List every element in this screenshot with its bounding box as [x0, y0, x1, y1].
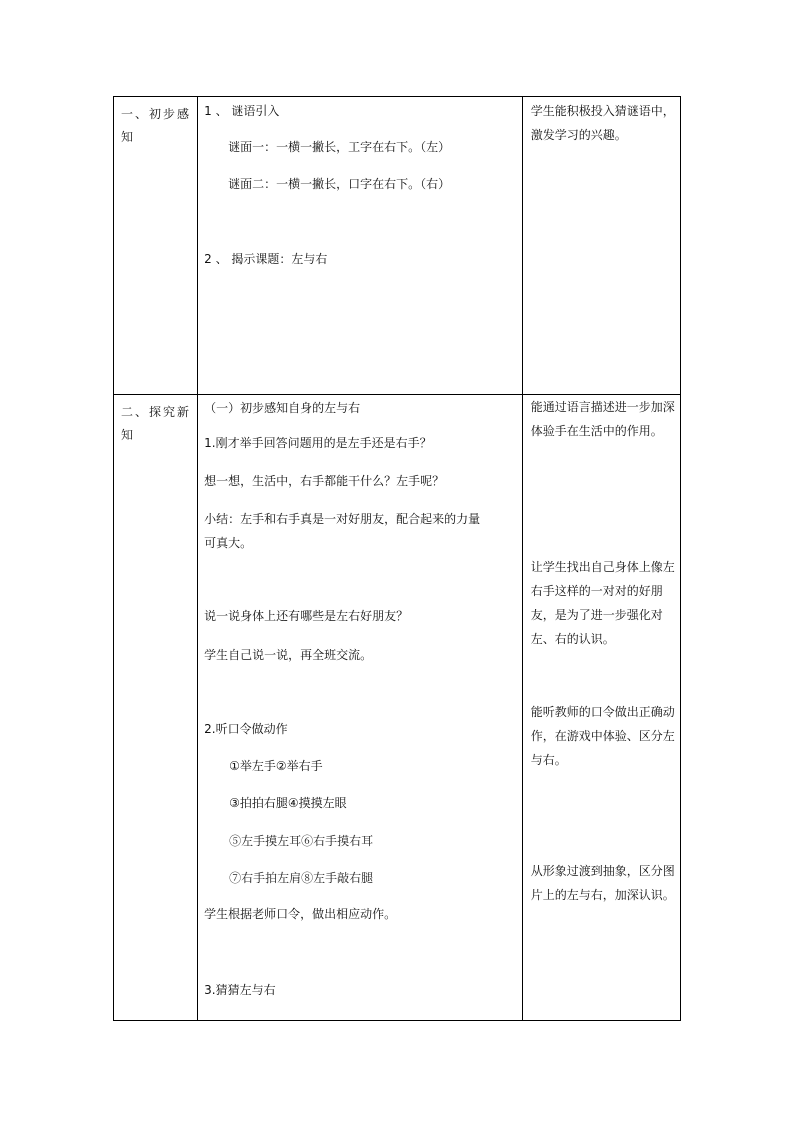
- think-prompt: 想一想，生活中，右手都能干什么？左手呢？: [204, 474, 445, 489]
- note-cell: [522, 97, 680, 395]
- design-note: 从形象过渡到抽象，区分图片上的左与右，加深认识。: [530, 864, 675, 903]
- react-activity: 学生根据老师口令，做出相应动作。: [204, 907, 397, 922]
- summary-line-1: 小结：左手和右手真是一对好朋友，配合起来的力量: [204, 512, 481, 527]
- content-cell: [198, 97, 523, 395]
- table-row: [114, 395, 681, 1021]
- lesson-plan-table: [113, 96, 681, 1021]
- stage-cell: [114, 97, 198, 395]
- question-3: 3.猜猜左与右: [204, 983, 276, 998]
- content-cell: [198, 395, 523, 1021]
- command-line-1: ①举左手②举右手: [229, 759, 323, 774]
- stage-cell: [114, 395, 198, 1021]
- riddle-1: 谜面一：一横一撇长，工字在右下。（左）: [228, 140, 451, 154]
- question-2: 2.听口令做动作: [204, 722, 288, 737]
- content-item-2: 2 、 揭示课题：左与右: [204, 252, 328, 266]
- command-line-4: ⑦右手拍左肩⑧左手敲右腿: [229, 871, 374, 886]
- content-item-1: 1 、 谜语引入: [204, 104, 280, 118]
- table-row: [114, 97, 681, 395]
- command-line-3: ⑤左手摸左耳⑥右手摸右耳: [229, 834, 374, 849]
- command-line-2: ③拍拍右腿④摸摸左眼: [229, 796, 347, 811]
- design-note: 能听教师的口令做出正确动作，在游戏中体验、区分左与右。: [530, 705, 675, 768]
- share-activity: 学生自己说一说，再全班交流。: [204, 648, 373, 663]
- riddle-2: 谜面二：一横一撇长，口字在右下。（右）: [228, 177, 451, 191]
- stage-label: 一、初步感知: [121, 107, 192, 144]
- design-note: 让学生找出自己身体上像左右手这样的一对对的好朋友，是为了进一步强化对左、右的认识。: [530, 560, 675, 647]
- summary-line-2: 可真大。: [204, 536, 253, 551]
- design-note: 能通过语言描述进一步加深体验手在生活中的作用。: [530, 400, 675, 439]
- question-1: 1.刚才举手回答问题用的是左手还是右手？: [204, 436, 432, 451]
- stage-label: 二、探究新知: [121, 405, 192, 443]
- talk-prompt: 说一说身体上还有哪些是左右好朋友？: [204, 609, 409, 624]
- section-heading: （一）初步感知自身的左与右: [204, 401, 361, 416]
- design-note: 学生能积极投入猜谜语中，激发学习的兴趣。: [530, 104, 675, 142]
- note-cell: [522, 395, 680, 1021]
